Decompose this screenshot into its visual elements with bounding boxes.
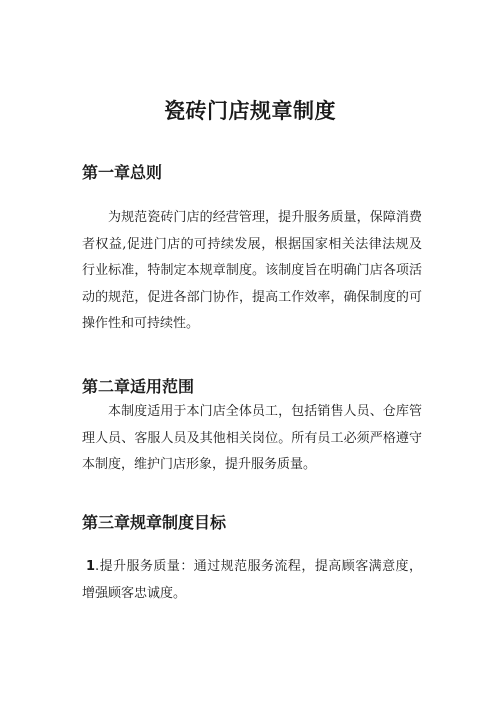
document-title: 瓷砖门店规章制度: [164, 99, 336, 123]
chapter-heading-scope: 第二章适用范围: [82, 377, 195, 396]
goal-item-number: 1: [86, 559, 96, 574]
goal-item-text: .提升服务质量：通过规范服务流程，提高顾客满意度，增强顾客忠诚度。: [82, 559, 422, 601]
chapter-heading-general: 第一章总则: [82, 163, 163, 182]
chapter-heading-goals: 第三章规章制度目标: [82, 513, 227, 532]
goal-list-item: [82, 554, 422, 607]
chapter-paragraph-general: 为规范瓷砖门店的经营管理，提升服务质量，保障消费者权益,促进门店的可持续发展，根据国家相关法律法规及行业标准，特制定本规章制度。该制度旨在明确门店各项活动的规范，促进各部门协作，提高工作效率，确保制度的可操作性和可持续性。: [82, 210, 422, 331]
chapter-paragraph-scope: 本制度适用于本门店全体员工，包括销售人员、仓库管理人员、客服人员及其他相关岗位。所有员工必须严格遵守本制度，维护门店形象，提升服务质量。: [82, 404, 422, 472]
